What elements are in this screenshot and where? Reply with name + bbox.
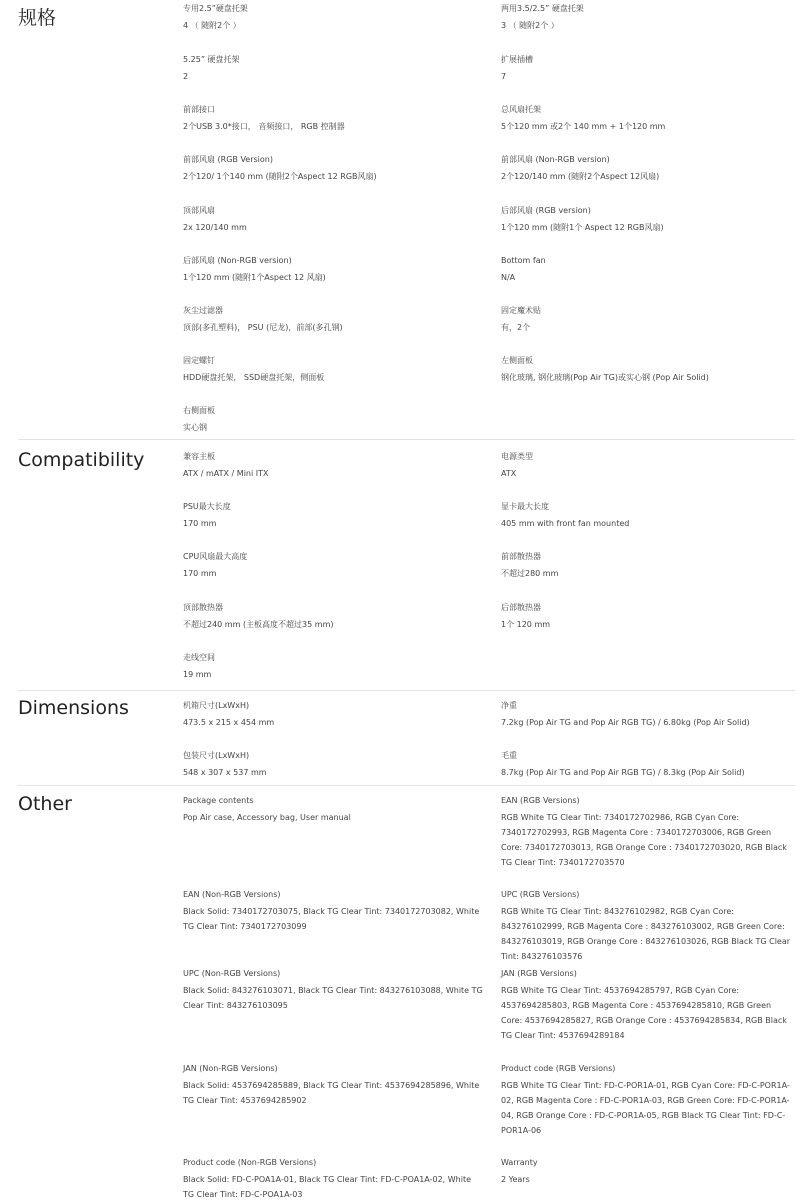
- section-divider: [18, 785, 795, 786]
- spec-label: UPC (Non-RGB Versions): [183, 969, 281, 978]
- spec-value: Black Solid: 843276103071, Black TG Clear Tint: 843276103088, White TG Clear Tint: 843276103095: [183, 986, 483, 1010]
- section-title: 规格: [18, 7, 57, 29]
- spec-value: 7.2kg (Pop Air TG and Pop Air RGB TG) / 6.80kg (Pop Air Solid): [501, 718, 750, 727]
- spec-label: 5.25” 硬盘托架: [183, 55, 240, 64]
- spec-value: 2 Years: [501, 1175, 530, 1184]
- spec-item: [183, 405, 483, 435]
- spec-label: 后部散热器: [501, 603, 541, 612]
- spec-value: 2: [183, 72, 189, 81]
- spec-value: 8.7kg (Pop Air TG and Pop Air RGB TG) / 8.3kg (Pop Air Solid): [501, 768, 745, 777]
- spec-label: CPU风扇最大高度: [183, 552, 248, 561]
- spec-value: 2个120/ 1个140 mm (随附2个Aspect 12 RGB风扇): [183, 172, 377, 181]
- spec-label: JAN (RGB Versions): [501, 969, 577, 978]
- spec-value: 19 mm: [183, 670, 212, 679]
- section-divider: [18, 690, 795, 691]
- spec-label: 固定魔术贴: [501, 306, 541, 315]
- spec-value: 4 （ 随附2个 ）: [183, 21, 241, 30]
- spec-item: [501, 1157, 793, 1187]
- spec-label: Warranty: [501, 1158, 538, 1167]
- spec-item: [183, 355, 483, 385]
- spec-value: 405 mm with front fan mounted: [501, 519, 630, 528]
- spec-item: [183, 501, 483, 531]
- spec-item: [183, 1157, 483, 1202]
- spec-label: Product code (Non-RGB Versions): [183, 1158, 317, 1167]
- spec-item: [183, 652, 483, 682]
- spec-item: [501, 889, 793, 964]
- spec-item: [183, 154, 483, 184]
- spec-label: Product code (RGB Versions): [501, 1064, 616, 1073]
- spec-value: 2x 120/140 mm: [183, 223, 247, 232]
- spec-item: [501, 501, 793, 531]
- spec-item: [183, 602, 483, 632]
- spec-item: [501, 551, 793, 581]
- spec-item: [501, 54, 793, 84]
- spec-label: 右侧面板: [183, 406, 215, 415]
- spec-label: 顶部散热器: [183, 603, 223, 612]
- spec-label: 净重: [501, 701, 517, 710]
- spec-value: 2个USB 3.0*接口， 音频接口， RGB 控制器: [183, 122, 345, 131]
- spec-item: [183, 1063, 483, 1108]
- spec-value: Black Solid: 4537694285889, Black TG Clear Tint: 4537694285896, White TG Clear Tint: 4537694285902: [183, 1081, 480, 1105]
- spec-item: [183, 700, 483, 730]
- spec-value: Black Solid: FD-C-POA1A-01, Black TG Clear Tint: FD-C-POA1A-02, White TG Clear Tint: FD-C-POA1A-03: [183, 1175, 471, 1199]
- spec-value: 548 x 307 x 537 mm: [183, 768, 267, 777]
- spec-label: 左侧面板: [501, 356, 533, 365]
- spec-value: 7: [501, 72, 507, 81]
- spec-item: [183, 968, 483, 1013]
- spec-label: 电源类型: [501, 452, 533, 461]
- section-title: Dimensions: [18, 697, 129, 719]
- spec-label: 毛重: [501, 751, 517, 760]
- section-title: Compatibility: [18, 449, 145, 471]
- spec-item: [183, 750, 483, 780]
- spec-label: 两用3.5/2.5” 硬盘托架: [501, 4, 584, 13]
- spec-value: RGB White TG Clear Tint: FD-C-POR1A-01, RGB Cyan Core: FD-C-POR1A-02, RGB Magenta Core : FD-C-POR1A-03, RGB Green Core: FD-C-POR1A-04, RGB Orange Core : FD-C-POR1A-05, RGB Black TG Clear Tint: FD-C-POR1A-06: [501, 1081, 790, 1135]
- spec-value: RGB White TG Clear Tint: 7340172702986, RGB Cyan Core: 7340172702993, RGB Magenta Core : 7340172703006, RGB Green Core: 7340172703013, RGB Orange Core : 7340172703020, RGB Black TG Clear Tint: 7340172703570: [501, 813, 787, 867]
- spec-item: [501, 700, 793, 730]
- spec-item: [501, 968, 793, 1043]
- spec-item: [183, 551, 483, 581]
- spec-item: [183, 795, 483, 825]
- spec-item: [183, 54, 483, 84]
- spec-label: EAN (Non-RGB Versions): [183, 890, 281, 899]
- spec-value: RGB White TG Clear Tint: 4537694285797, RGB Cyan Core: 4537694285803, RGB Magenta Core : 4537694285810, RGB Green Core: 4537694285827, RGB Orange Core : 4537694285834, RGB Black TG Clear Tint: 4537694289184: [501, 986, 787, 1040]
- spec-value: 3 （ 随附2个 ）: [501, 21, 559, 30]
- spec-value: 钢化玻璃, 钢化玻璃(Pop Air TG)或实心钢 (Pop Air Solid): [501, 373, 709, 382]
- spec-item: [501, 3, 793, 33]
- spec-value: 顶部(多孔塑料)， PSU (尼龙)，前部(多孔钢): [183, 323, 343, 332]
- section-title: Other: [18, 793, 72, 815]
- spec-label: 前部散热器: [501, 552, 541, 561]
- spec-item: [501, 355, 793, 385]
- spec-value: ATX / mATX / Mini ITX: [183, 469, 269, 478]
- spec-value: 不超过240 mm (主板高度不超过35 mm): [183, 620, 334, 629]
- spec-label: 前部风扇 (Non-RGB version): [501, 155, 610, 164]
- spec-value: RGB White TG Clear Tint: 843276102982, RGB Cyan Core: 843276102999, RGB Magenta Core : 843276103002, RGB Green Core: 843276103019, RGB Orange Core : 843276103026, RGB Black TG Clear Tint: 843276103576: [501, 907, 791, 961]
- spec-label: Bottom fan: [501, 256, 546, 265]
- spec-label: Package contents: [183, 796, 254, 805]
- spec-label: 扩展插槽: [501, 55, 533, 64]
- spec-item: [501, 104, 793, 134]
- spec-value: HDD硬盘托架， SSD硬盘托架，侧面板: [183, 373, 325, 382]
- spec-label: 后部风扇 (Non-RGB version): [183, 256, 292, 265]
- spec-label: 后部风扇 (RGB version): [501, 206, 591, 215]
- spec-value: 不超过280 mm: [501, 569, 559, 578]
- spec-item: [501, 154, 793, 184]
- spec-item: [501, 255, 793, 285]
- spec-value: Black Solid: 7340172703075, Black TG Clear Tint: 7340172703082, White TG Clear Tint: 7340172703099: [183, 907, 480, 931]
- spec-label: PSU最大长度: [183, 502, 231, 511]
- spec-item: [501, 1063, 793, 1138]
- spec-value: 1个120 mm (随附1个 Aspect 12 RGB风扇): [501, 223, 664, 232]
- spec-item: [183, 889, 483, 934]
- spec-item: [501, 750, 793, 780]
- spec-label: 固定螺钉: [183, 356, 215, 365]
- spec-item: [501, 602, 793, 632]
- spec-item: [183, 104, 483, 134]
- spec-value: 1个120 mm (随附1个Aspect 12 风扇): [183, 273, 326, 282]
- spec-value: 5个120 mm 或2个 140 mm + 1个120 mm: [501, 122, 666, 131]
- spec-value: N/A: [501, 273, 516, 282]
- spec-value: 170 mm: [183, 569, 217, 578]
- spec-item: [501, 305, 793, 335]
- spec-value: Pop Air case, Accessory bag, User manual: [183, 813, 351, 822]
- spec-label: 总风扇托架: [501, 105, 541, 114]
- spec-value: ATX: [501, 469, 517, 478]
- spec-label: 兼容主板: [183, 452, 215, 461]
- spec-label: 顶部风扇: [183, 206, 215, 215]
- spec-label: 前部接口: [183, 105, 215, 114]
- spec-value: 实心钢: [183, 423, 207, 432]
- spec-item: [501, 205, 793, 235]
- spec-value: 1个 120 mm: [501, 620, 551, 629]
- spec-item: [183, 3, 483, 33]
- spec-item: [183, 451, 483, 481]
- spec-label: JAN (Non-RGB Versions): [183, 1064, 278, 1073]
- spec-item: [501, 451, 793, 481]
- spec-label: 专用2.5”硬盘托架: [183, 4, 248, 13]
- spec-label: 机箱尺寸(LxWxH): [183, 701, 250, 710]
- spec-label: 包装尺寸(LxWxH): [183, 751, 250, 760]
- spec-value: 2个120/140 mm (随附2个Aspect 12风扇): [501, 172, 660, 181]
- spec-value: 473.5 x 215 x 454 mm: [183, 718, 275, 727]
- spec-item: [183, 255, 483, 285]
- spec-value: 有，2个: [501, 323, 531, 332]
- spec-item: [183, 305, 483, 335]
- spec-label: 走线空间: [183, 653, 215, 662]
- spec-label: UPC (RGB Versions): [501, 890, 580, 899]
- section-divider: [18, 439, 795, 440]
- spec-label: EAN (RGB Versions): [501, 796, 580, 805]
- spec-label: 显卡最大长度: [501, 502, 549, 511]
- spec-item: [501, 795, 793, 870]
- spec-item: [183, 205, 483, 235]
- spec-value: 170 mm: [183, 519, 217, 528]
- spec-label: 前部风扇 (RGB Version): [183, 155, 273, 164]
- spec-label: 灰尘过滤器: [183, 306, 223, 315]
